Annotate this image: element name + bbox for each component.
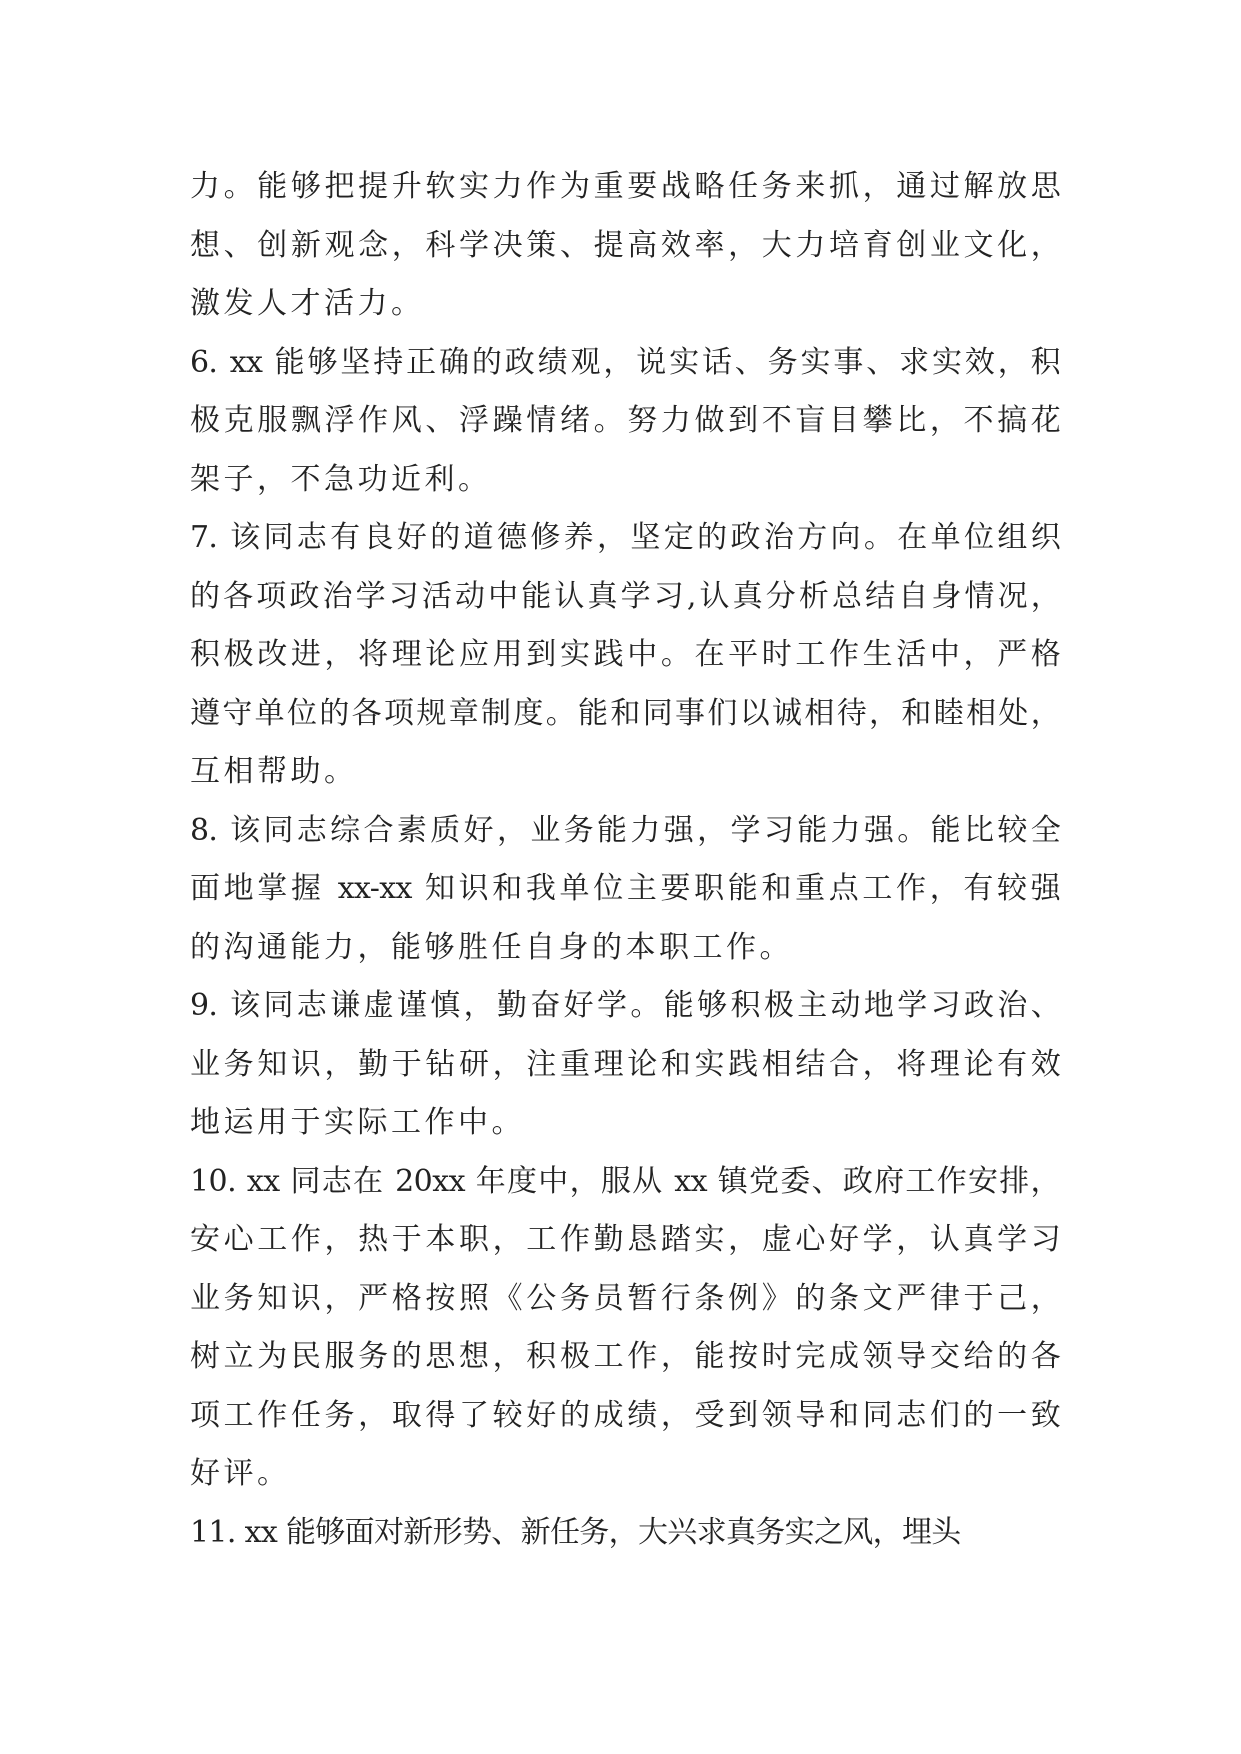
paragraph [190, 509, 1060, 802]
text-line: 面地掌握 xx-xx 知识和我单位主要职能和重点工作，有较强 [190, 871, 1060, 906]
text-line: 激发人才活力。 [190, 286, 425, 321]
text-line: 想、创新观念，科学决策、提高效率，大力培育创业文化， [190, 227, 1060, 263]
text-line: 的沟通能力，能够胜任自身的本职工作。 [190, 929, 793, 965]
text-line: 项工作任务，取得了较好的成绩，受到领导和同志们的一致 [190, 1397, 1060, 1433]
paragraph [190, 334, 1060, 510]
text-line: 遵守单位的各项规章制度。能和同事们以诚相待，和睦相处， [190, 695, 1060, 731]
text-line: 架子，不急功近利。 [190, 461, 492, 497]
text-line: 业务知识，严格按照《公务员暂行条例》的条文严律于己， [190, 1280, 1060, 1316]
paragraph [190, 1153, 1060, 1504]
text-line: 11. xx 能够面对新形势、新任务，大兴求真务实之风，埋头 [190, 1514, 961, 1550]
text-line: 树立为民服务的思想，积极工作，能按时完成领导交给的各 [190, 1339, 1060, 1374]
text-line: 积极改进，将理论应用到实践中。在平时工作生活中，严格 [190, 637, 1060, 672]
text-line: 好评。 [190, 1456, 291, 1491]
text-line: 地运用于实际工作中。 [190, 1105, 525, 1140]
text-line: 极克服飘浮作风、浮躁情绪。努力做到不盲目攀比，不搞花 [190, 403, 1060, 438]
paragraph [190, 158, 1060, 334]
text-line: 业务知识，勤于钻研，注重理论和实践相结合，将理论有效 [190, 1046, 1060, 1082]
text-line: 10. xx 同志在 20xx 年度中，服从 xx 镇党委、政府工作安排， [190, 1163, 1060, 1199]
paragraph [190, 977, 1060, 1153]
text-line: 6. xx 能够坚持正确的政绩观，说实话、务实事、求实效，积 [190, 344, 1060, 380]
text-line: 9. 该同志谦虚谨慎，勤奋好学。能够积极主动地学习政治、 [190, 988, 1060, 1023]
text-line: 互相帮助。 [190, 754, 358, 789]
document-body [190, 158, 1060, 1562]
paragraph [190, 1504, 1060, 1563]
text-line: 安心工作，热于本职，工作勤恳踏实，虚心好学，认真学习 [190, 1222, 1060, 1257]
text-line: 的各项政治学习活动中能认真学习,认真分析总结自身情况， [190, 578, 1060, 614]
paragraph [190, 802, 1060, 978]
text-line: 7. 该同志有良好的道德修养，坚定的政治方向。在单位组织 [190, 520, 1060, 555]
text-line: 力。能够把提升软实力作为重要战略任务来抓，通过解放思 [190, 169, 1060, 204]
text-line: 8. 该同志综合素质好，业务能力强，学习能力强。能比较全 [190, 812, 1060, 848]
